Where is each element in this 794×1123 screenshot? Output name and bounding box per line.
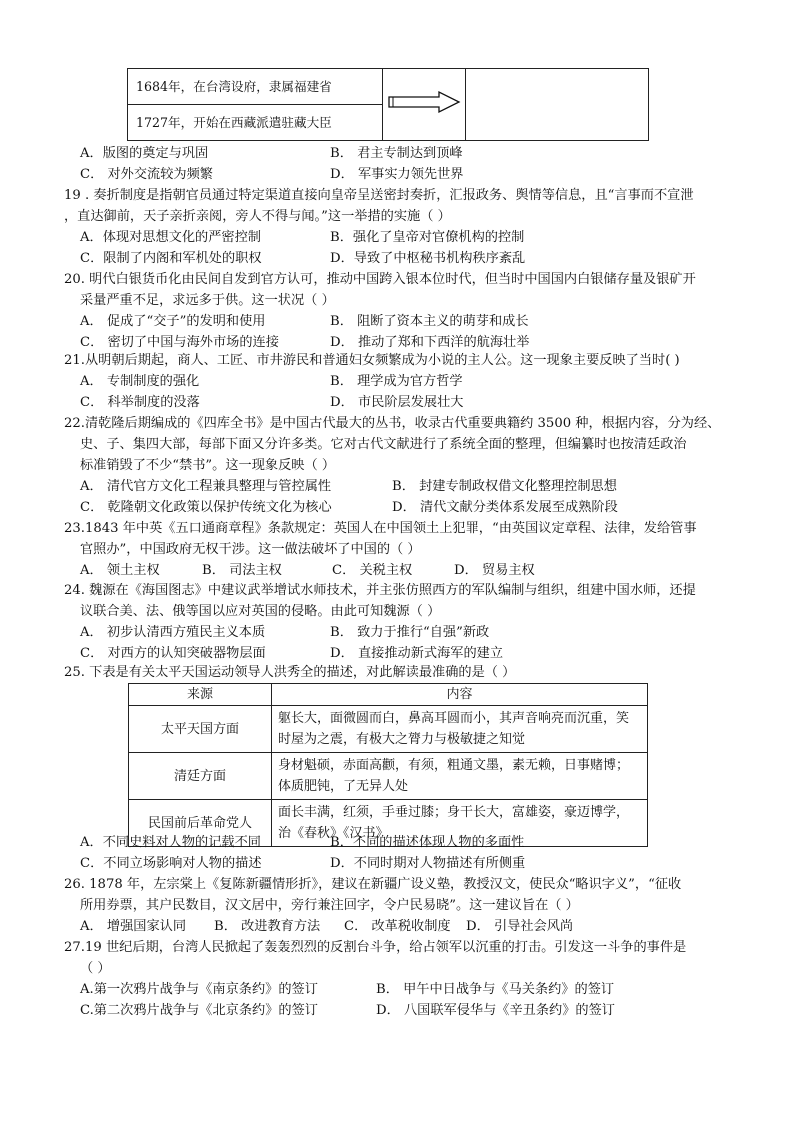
question-20 [64, 269, 734, 353]
question-25 [64, 662, 734, 683]
option-b[interactable]: B． 君主专制达到顶峰 [330, 146, 463, 161]
option-b[interactable]: B． 封建专制政权借文化整理控制思想 [392, 479, 617, 494]
table-header-content: 内容 [272, 684, 648, 706]
option-a[interactable]: A． 促成了“交子”的发明和使用 [80, 314, 266, 329]
option-d[interactable]: D． 贸易主权 [454, 563, 535, 578]
option-a[interactable]: A．不同史料对人物的记载不同 [80, 835, 261, 850]
blank-answer-cell [466, 69, 649, 141]
q18-options [64, 143, 734, 185]
option-d[interactable]: D． 市民阶层发展壮大 [330, 395, 464, 410]
question-stem: ，直达御前，天子亲折亲阅，旁人不得与闻。”这一举措的实施（ ） [64, 209, 451, 224]
right-arrow-icon [387, 90, 461, 114]
question-stem: 官照办”，中国政府无权干涉。这一做法破坏了中国的（ ） [80, 542, 421, 557]
source-cell: 太平天国方面 [129, 706, 272, 753]
option-b[interactable]: B． 致力于推行“自强”新政 [330, 625, 490, 640]
question-21 [64, 350, 734, 413]
option-d[interactable]: D．导致了中枢秘书机构秩序紊乱 [330, 251, 526, 266]
question-stem: 20. 明代白银货币化由民间自发到官方认可，推动中国跨入银本位时代，但当时中国国内白银储存量及银矿开 [64, 272, 696, 287]
option-b[interactable]: B． 理学成为官方哲学 [330, 374, 463, 389]
q18-event-table [127, 68, 649, 141]
q25-source-table [128, 683, 648, 847]
source-cell: 清廷方面 [129, 753, 272, 800]
option-b[interactable]: B．不同的描述体现人物的多面性 [330, 835, 525, 850]
option-a[interactable]: A.第一次鸦片战争与《南京条约》的签订 [80, 982, 318, 997]
table-row [129, 753, 648, 800]
option-c[interactable]: C． 改革税收制度 [344, 919, 451, 934]
question-stem: 22.清乾隆后期编成的《四库全书》是中国古代最大的丛书，收录古代重要典籍约 3500 种，根据内容，分为经、 [64, 416, 721, 431]
option-c[interactable]: C．不同立场影响对人物的描述 [80, 856, 262, 871]
option-d[interactable]: D． 引导社会风尚 [466, 919, 574, 934]
option-c[interactable]: C． 乾隆朝文化政策以保护传统文化为核心 [80, 500, 332, 515]
question-stem: 24. 魏源在《海国图志》中建议武举增试水师技术，并主张仿照西方的军队编制与组织，组建中国水师，还提 [64, 583, 696, 598]
q18-event-row-1: 1684年，在台湾设府，隶属福建省 [128, 69, 383, 105]
option-a[interactable]: A． 初步认清西方殖民主义本质 [80, 625, 266, 640]
option-a[interactable]: A． 清代官方文化工程兼具整理与管控属性 [80, 479, 332, 494]
question-stem: 21.从明朝后期起，商人、工匠、市井游民和普通妇女频繁成为小说的主人公。这一现象主要反映了当时( ) [64, 353, 680, 368]
option-a[interactable]: A． 领土主权 [80, 563, 160, 578]
option-b[interactable]: B．强化了皇帝对官僚机构的控制 [330, 230, 525, 245]
question-stem: 26. 1878 年，左宗棠上《复陈新疆情形折》，建议在新疆广设义塾，教授汉文，使民众“略识字义”，“征收 [64, 877, 682, 892]
q25-options [64, 832, 734, 874]
question-stem: 采量严重不足，求远多于供。这一状况（ ） [80, 293, 335, 308]
option-c[interactable]: C． 对外交流较为频繁 [80, 167, 213, 182]
question-27 [64, 937, 734, 1021]
question-19 [64, 185, 734, 269]
option-b[interactable]: B． 阻断了资本主义的萌芽和成长 [330, 314, 529, 329]
option-b[interactable]: B． 司法主权 [202, 563, 282, 578]
content-cell: 身材魁硕，赤面高颧，有须，粗通文墨，素无赖，日事赌博；体质肥钝，了无异人处 [272, 753, 648, 800]
option-a[interactable]: A．体现对思想文化的严密控制 [80, 230, 261, 245]
option-c[interactable]: C． 关税主权 [332, 563, 413, 578]
question-stem: 史、子、集四大部，每部下面又分许多类。它对古代文献进行了系统全面的整理，但编纂时也按清廷政治 [80, 437, 687, 452]
table-header-source: 来源 [129, 684, 272, 706]
question-stem: 27.19 世纪后期，台湾人民掀起了轰轰烈烈的反割台斗争，给占领军以沉重的打击。引发这一斗争的事件是 [64, 940, 687, 955]
content-cell: 面长丰满，红须，手垂过膝；身干长大，富雄姿，豪迈博学，治《春秋》《汉书》 [272, 800, 648, 847]
question-23 [64, 518, 734, 581]
option-d[interactable]: D． 直接推动新式海军的建立 [330, 646, 504, 661]
option-d[interactable]: D． 清代文献分类体系发展至成熟阶段 [392, 500, 618, 515]
question-26 [64, 874, 734, 937]
question-stem: 所用券票，其户民数目，汉文居中，旁行兼注回字，令户民易晓”。这一建议旨在（ ） [80, 898, 579, 913]
question-22 [64, 413, 734, 518]
option-d[interactable]: D． 八国联军侵华与《辛丑条约》的签订 [376, 1003, 615, 1018]
option-c[interactable]: C． 密切了中国与海外市场的连接 [80, 335, 279, 350]
option-c[interactable]: C． 科举制度的没落 [80, 395, 200, 410]
option-c[interactable]: C． 对西方的认知突破器物层面 [80, 646, 266, 661]
option-a[interactable]: A．版图的奠定与巩固 [80, 146, 209, 161]
question-stem: 议联合美、法、俄等国以应对英国的侵略。由此可知魏源（ ） [80, 604, 441, 619]
option-d[interactable]: D．不同时期对人物描述有所侧重 [330, 856, 526, 871]
source-cell: 民国前后革命党人 [129, 800, 272, 847]
question-stem: 标准销毁了不少“禁书”。这一现象反映（ ） [80, 458, 336, 473]
option-d[interactable]: D． 推动了郑和下西洋的航海壮举 [330, 335, 530, 350]
question-stem: 23.1843 年中英《五口通商章程》条款规定：英国人在中国领土上犯罪，“由英国议定章程、法律，发给管事 [64, 521, 697, 536]
content-cell: 躯长大，面微圆而白，鼻高耳圆而小，其声音响亮而沉重，笑时屋为之震，有极大之膂力与极敏捷之知觉 [272, 706, 648, 753]
question-stem: 19 . 奏折制度是指朝官员通过特定渠道直接向皇帝呈送密封奏折，汇报政务、舆情等信息，且“言事而不宣泄 [64, 188, 694, 203]
option-a[interactable]: A． 专制制度的强化 [80, 374, 200, 389]
table-row [129, 706, 648, 753]
question-stem: （ ） [80, 961, 111, 976]
option-b[interactable]: B． 改进教育方法 [214, 919, 321, 934]
option-d[interactable]: D． 军事实力领先世界 [330, 167, 464, 182]
q18-event-row-2: 1727年，开始在西藏派遣驻藏大臣 [128, 105, 383, 141]
question-24 [64, 580, 734, 664]
option-c[interactable]: C.第二次鸦片战争与《北京条约》的签订 [80, 1003, 318, 1018]
arrow-cell [383, 69, 466, 141]
option-c[interactable]: C．限制了内阁和军机处的职权 [80, 251, 262, 266]
question-stem: 25. 下表是有关太平天国运动领导人洪秀全的描述，对此解读最准确的是（ ） [64, 665, 516, 680]
option-b[interactable]: B． 甲午中日战争与《马关条约》的签订 [376, 982, 615, 997]
option-a[interactable]: A． 增强国家认同 [80, 919, 187, 934]
